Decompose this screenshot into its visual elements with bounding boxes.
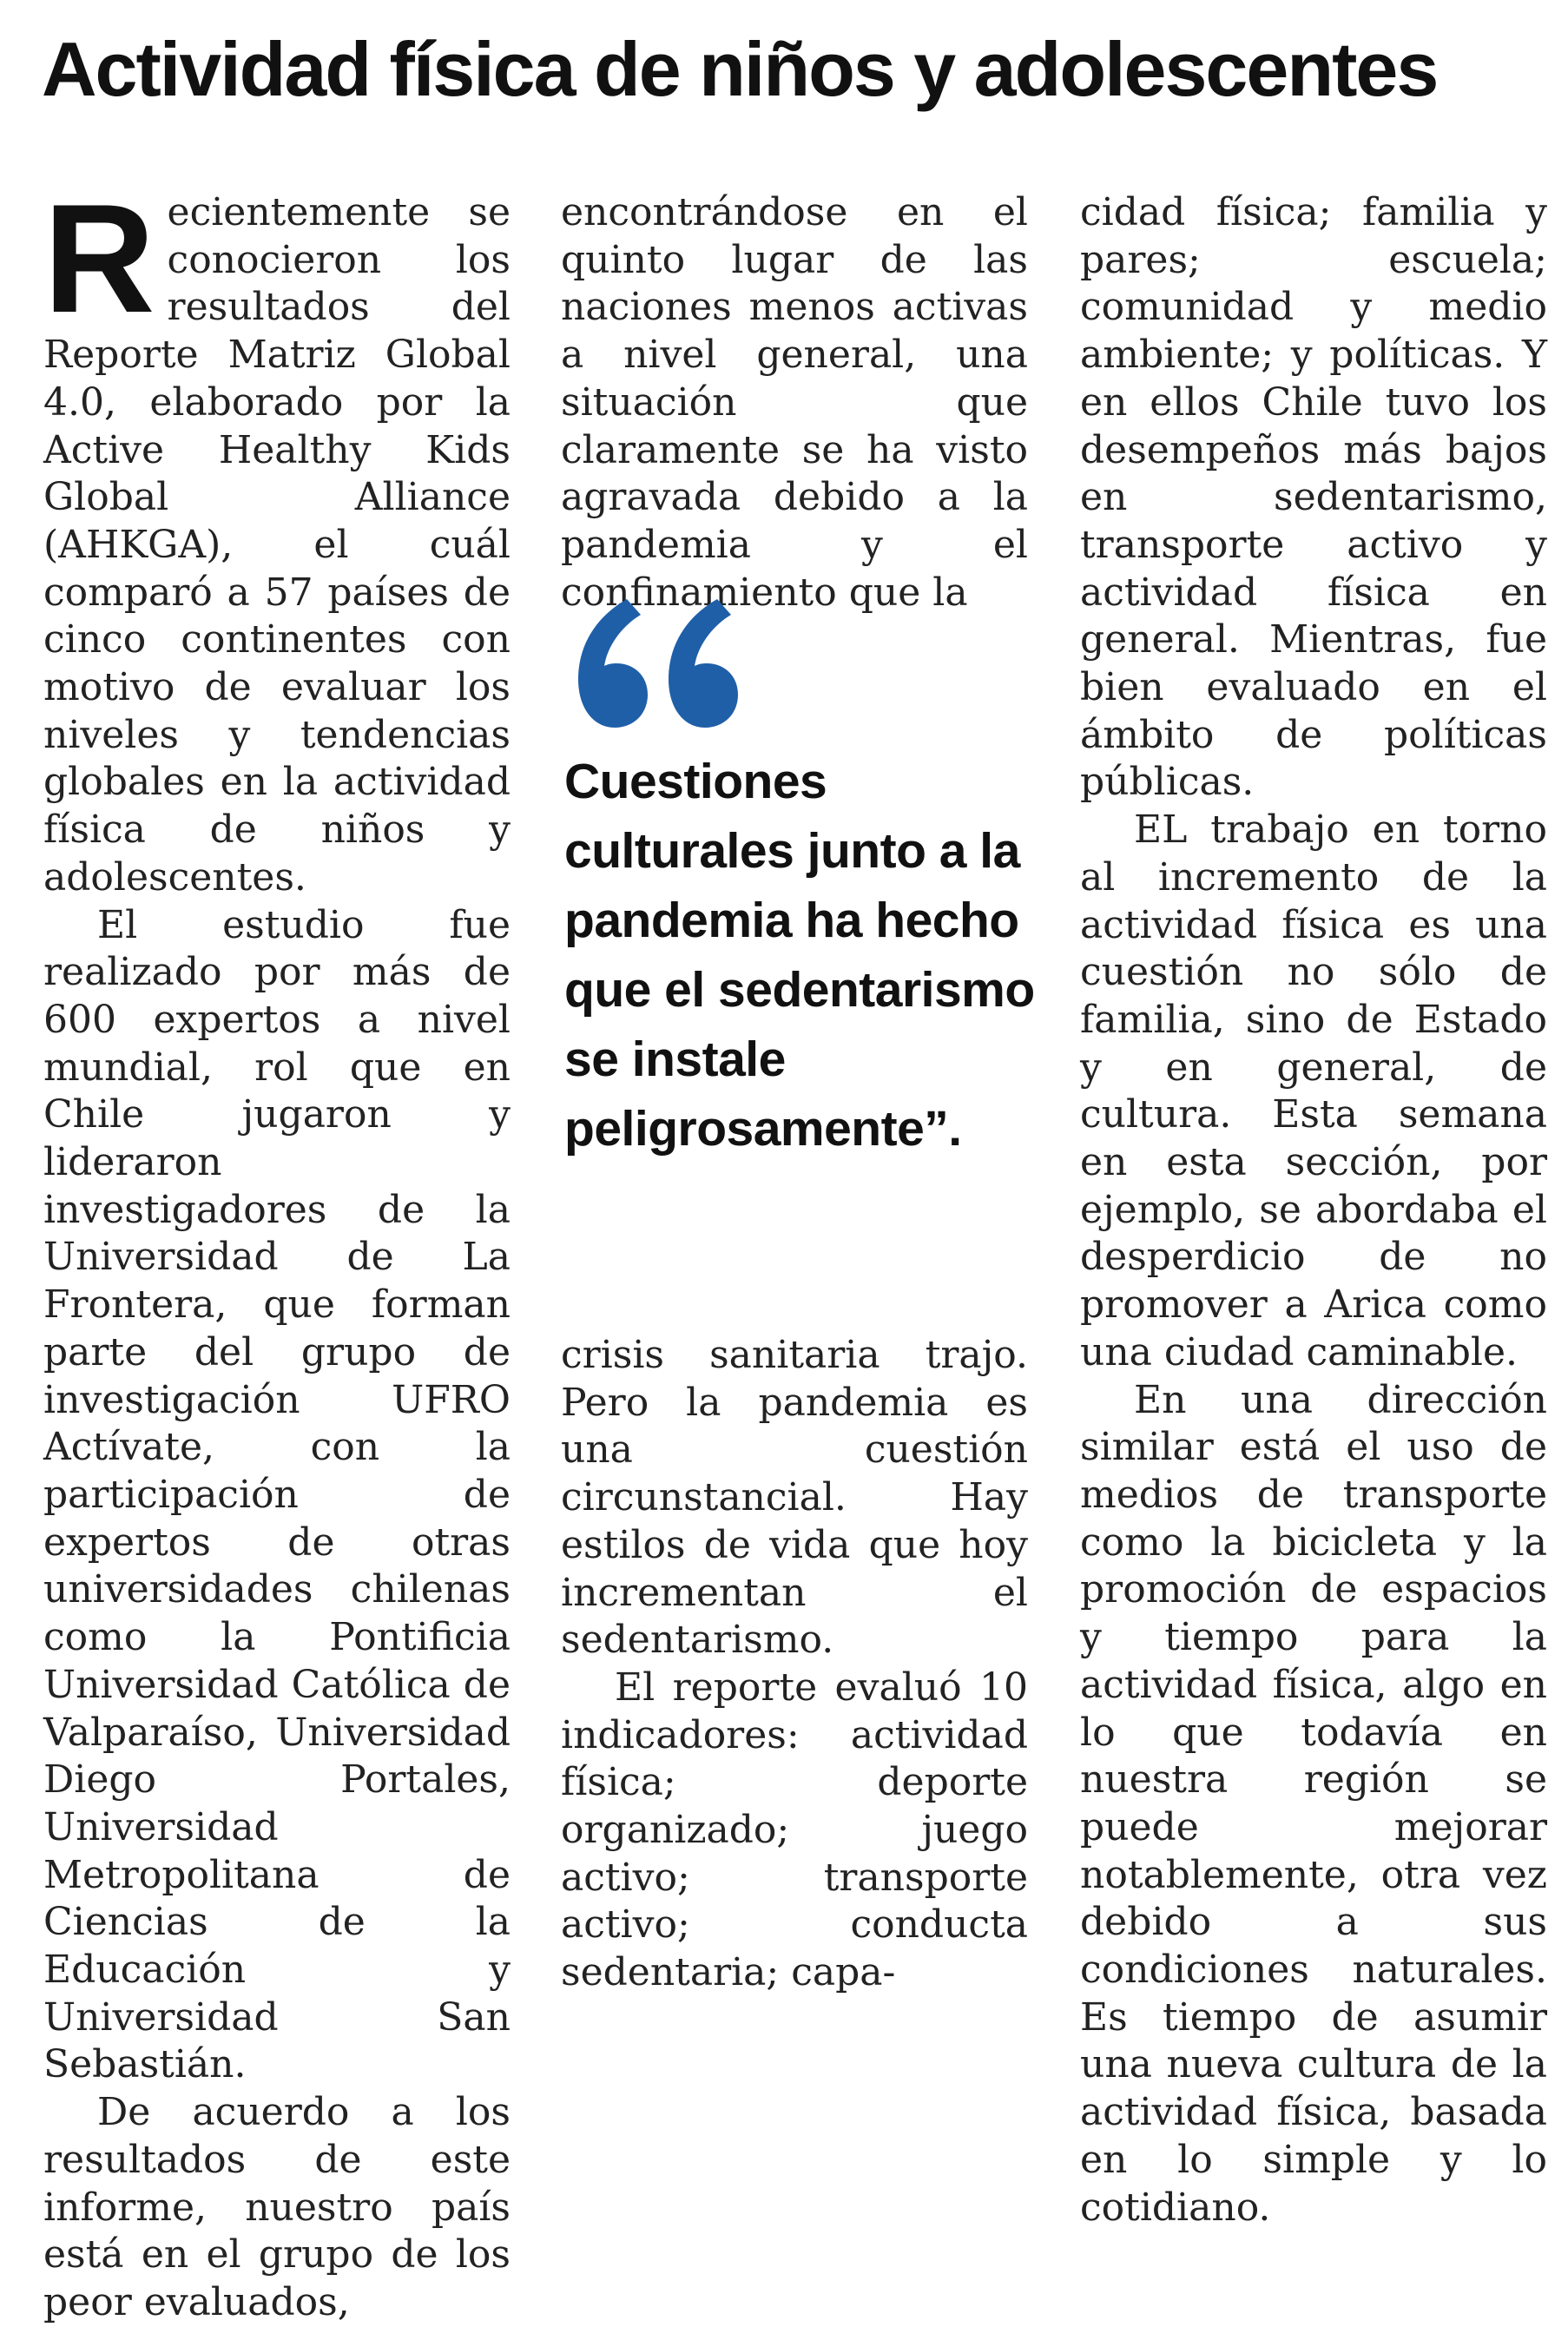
paragraph-results: De acuerdo a los resultados de este informe, nuestro país está en el grupo de los peor evaluados,: [43, 2090, 511, 2324]
paragraph-evaluation: cidad física; familia y pares; escuela; comunidad y medio ambiente; y políticas. Y en ellos Chile tuvo los desempeños más bajos en sedentarismo, transporte activo y actividad física en general. Mientras, fue bien evaluado en el ámbito de políticas públicas.: [1080, 190, 1547, 805]
paragraph-culture: EL trabajo en torno al incremento de la actividad física es una cuestión no sólo de familia, sino de Estado y en general, de cultura. Esta semana en esta sección, por ejemplo, se abordaba el desperdicio de no promover a Arica como una ciudad caminable.: [1080, 808, 1547, 1374]
quote-open-icon: [573, 599, 738, 729]
paragraph-intro-text: ecientemente se conocieron los resultados del Reporte Matriz Global 4.0, elaborado por la Active Healthy Kids Global Alliance (AHKGA), el cuál comparó a 57 países de cinco continentes con motivo de evaluar los niveles y tendencias globales en la actividad física de niños y adolescentes.: [43, 190, 511, 900]
paragraph-transport: En una dirección similar está el uso de medios de transporte como la bicicleta y la promoción de espacios y tiempo para la actividad física, algo en lo que todavía en nuestra región se puede mejorar notablemente, otra vez debido a sus condiciones naturales. Es tiempo de asumir una nueva cultura de la actividad física, basada en lo simple y lo cotidiano.: [1080, 1377, 1547, 2230]
paragraph-intro: [43, 172, 511, 902]
paragraph-indicators: El reporte evaluó 10 indicadores: actividad física; deporte organizado; juego activo; transporte activo; conducta sedentaria; capa-: [561, 1664, 1028, 1995]
paragraph-lifestyle: crisis sanitaria trajo. Pero la pandemia es una cuestión circunstancial. Hay estilos de vida que hoy incrementan el sedentarismo.: [561, 1333, 1028, 1663]
article-headline: Actividad física de niños y adolescentes: [42, 26, 1438, 112]
pull-quote: Cuestiones culturales junto a la pandemia ha hecho que el sedentarismo se instale peligrosamente”.: [564, 754, 1035, 1157]
column-2-top: [561, 189, 1028, 616]
column-2-bottom: [561, 1332, 1028, 1997]
drop-cap: R: [43, 172, 155, 345]
column-3: [1080, 189, 1547, 2231]
column-1: [43, 172, 511, 2327]
paragraph-study: El estudio fue realizado por más de 600 expertos a nivel mundial, rol que en Chile jugaron y lideraron investigadores de la Universidad de La Frontera, que forman parte del grupo de investigación UFRO Actívate, con la participación de expertos de otras universidades chilenas como la Pontificia Universidad Católica de Valparaíso, Universidad Diego Portales, Universidad Metropolitana de Ciencias de la Educación y Universidad San Sebastián.: [43, 902, 511, 2087]
paragraph-ranking: encontrándose en el quinto lugar de las naciones menos activas a nivel general, una situación que claramente se ha visto agravada debido a la pandemia y el confinamiento que la: [561, 190, 1028, 615]
